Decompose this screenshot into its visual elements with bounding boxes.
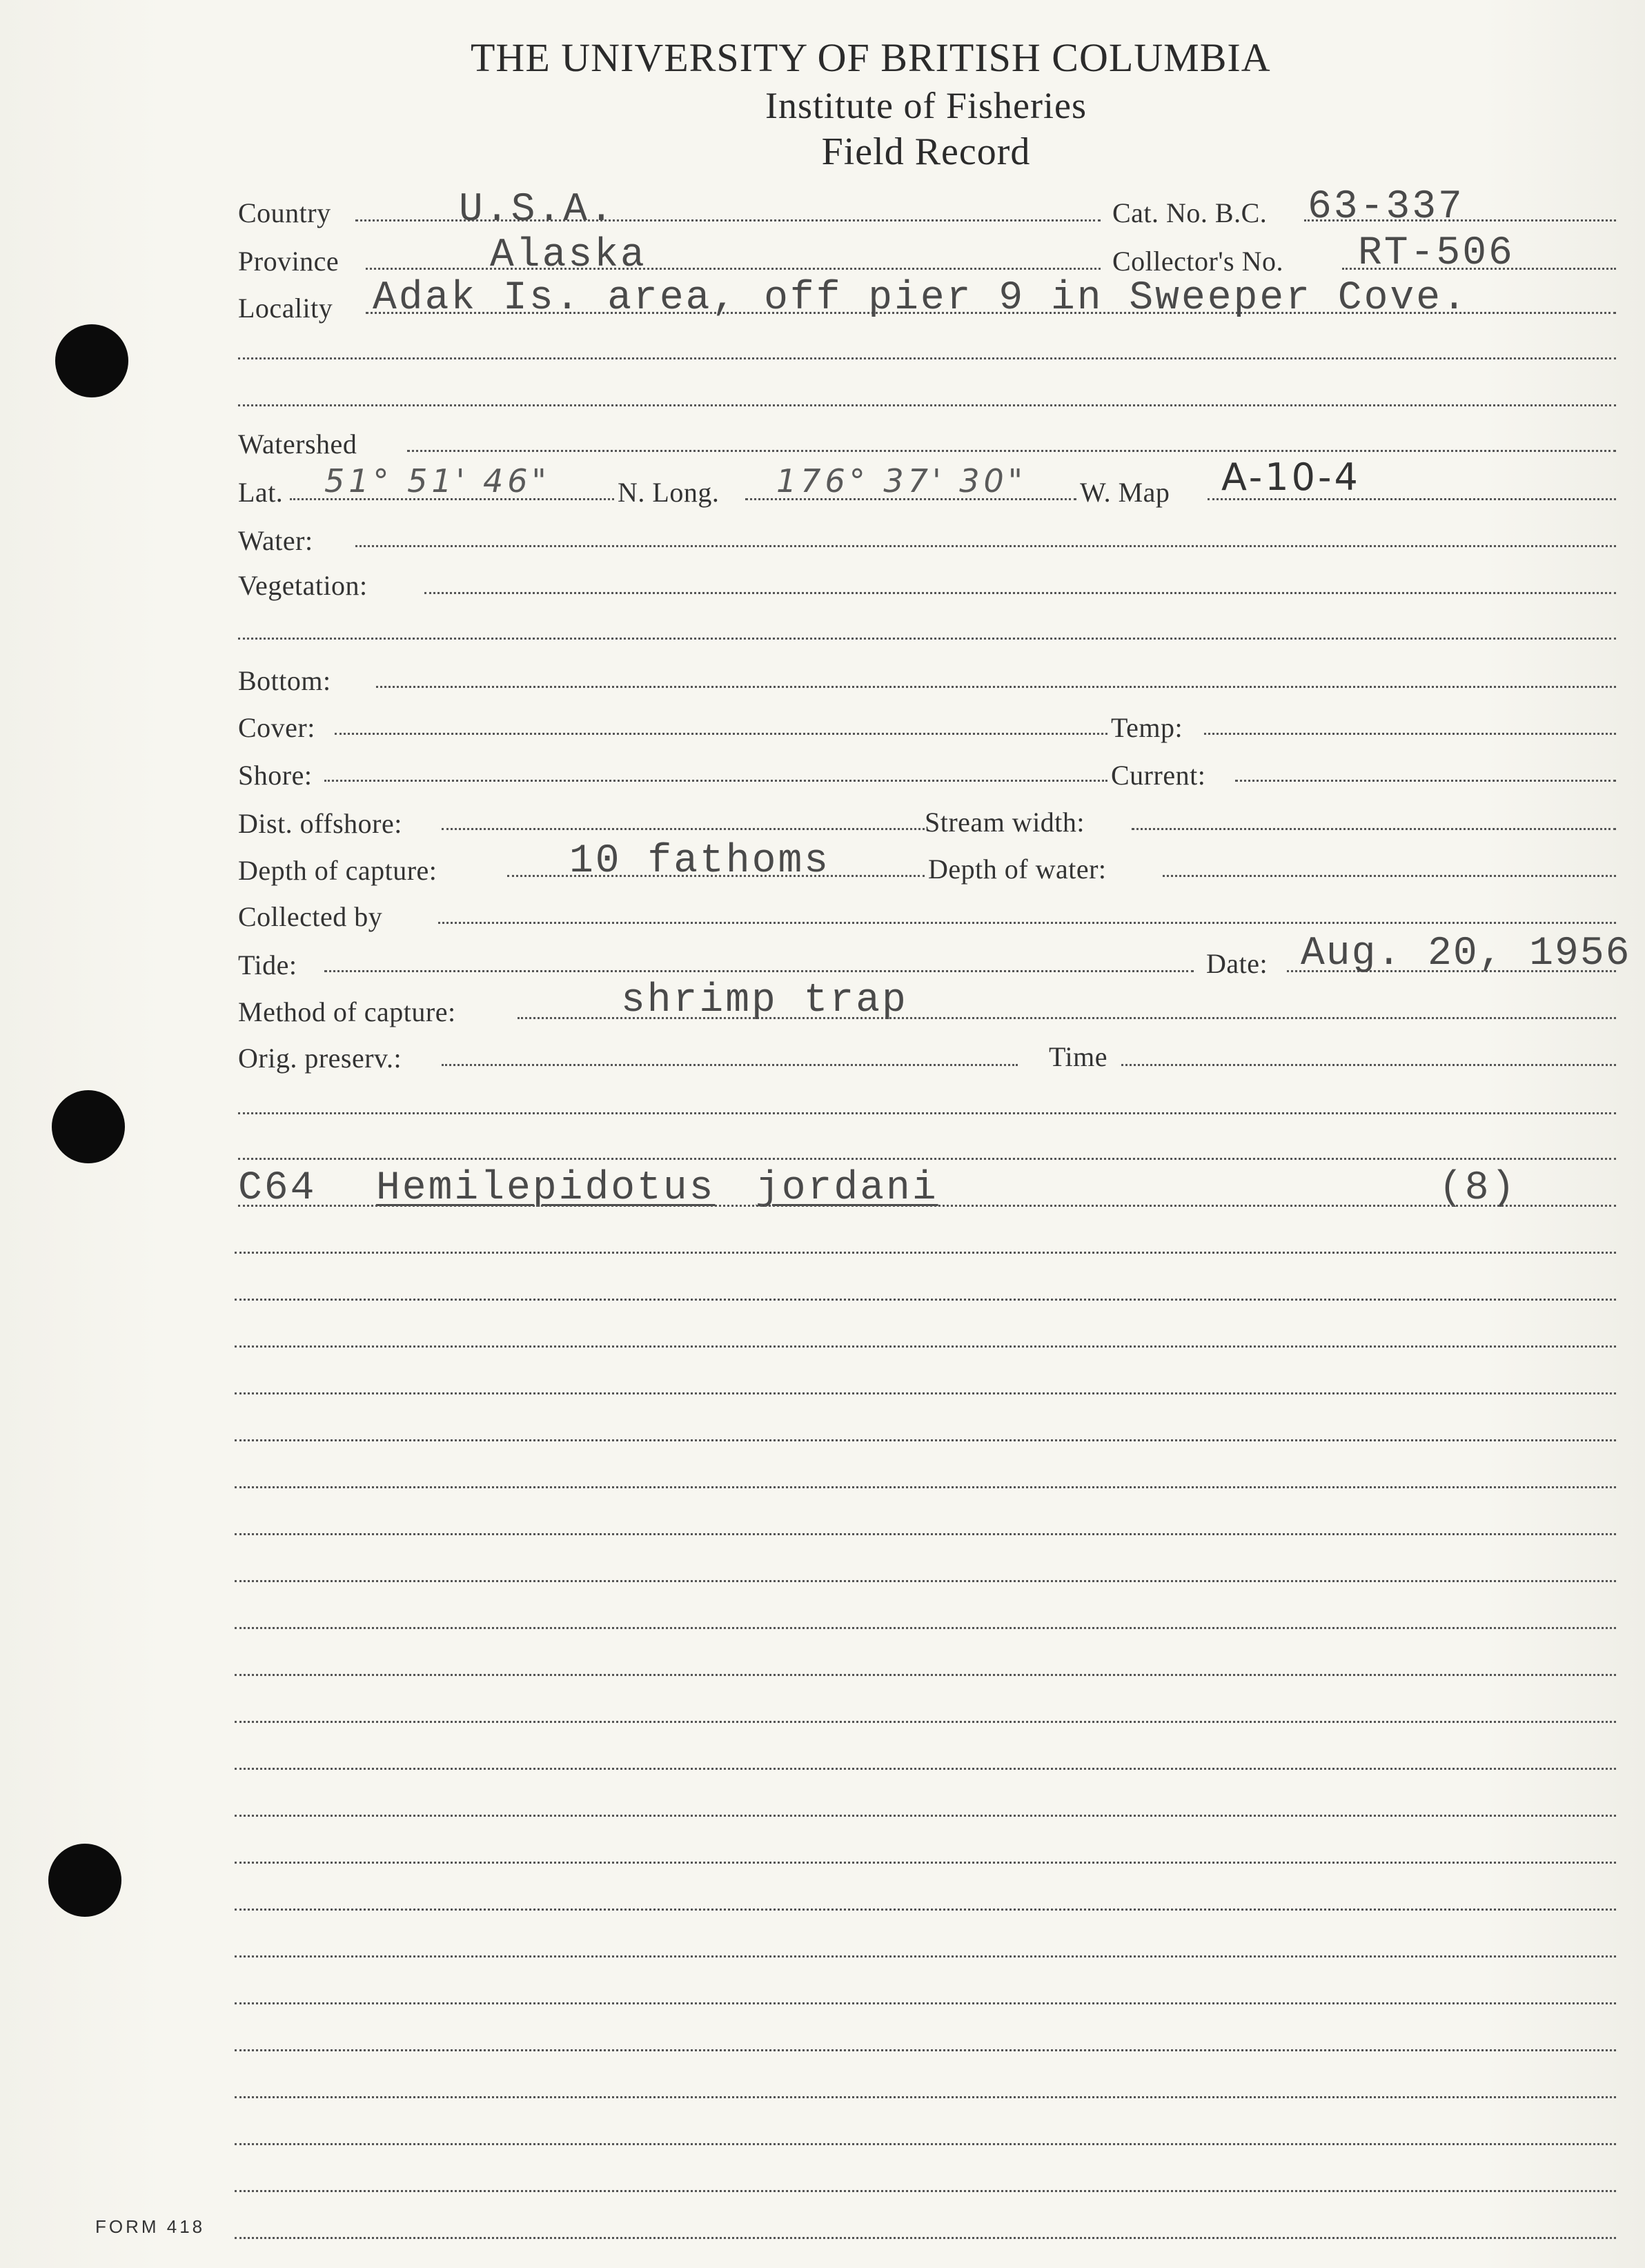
current-line: [1235, 780, 1616, 782]
collected-by-line: [438, 922, 1616, 924]
ruled-line: [235, 1674, 1616, 1676]
institute-title: Institute of Fisheries: [765, 85, 1087, 126]
water-label: Water:: [238, 525, 313, 556]
tide-line: [324, 970, 1194, 972]
orig-preserv-line: [442, 1064, 1018, 1066]
ruled-line: [235, 1815, 1616, 1817]
locality-value: Adak Is. area, off pier 9 in Sweeper Cove.: [373, 276, 1468, 321]
country-label: Country: [238, 197, 331, 228]
punch-hole-middle: [52, 1090, 125, 1163]
ruled-line: [235, 2096, 1616, 2098]
locality-label: Locality: [238, 293, 333, 324]
date-label: Date:: [1206, 948, 1268, 979]
specimen-count: (8): [1439, 1166, 1517, 1211]
time-label: Time: [1049, 1041, 1108, 1072]
ruled-line: [235, 1627, 1616, 1629]
collected-by-label: Collected by: [238, 901, 383, 932]
watershed-label: Watershed: [238, 428, 357, 460]
ruled-line: [235, 2049, 1616, 2051]
lat-value: 51° 51' 46": [324, 462, 551, 500]
university-title: THE UNIVERSITY OF BRITISH COLUMBIA: [471, 35, 1271, 80]
punch-hole-top: [55, 324, 128, 397]
stream-width-line: [1132, 828, 1616, 830]
depth-of-capture-label: Depth of capture:: [238, 855, 437, 886]
n-long-label: N. Long.: [618, 477, 720, 508]
water-line: [355, 545, 1616, 547]
stream-width-label: Stream width:: [925, 807, 1085, 838]
ruled-line: [235, 1252, 1616, 1254]
depth-of-water-line: [1163, 875, 1616, 877]
ruled-line: [235, 1580, 1616, 1582]
cover-label: Cover:: [238, 712, 315, 743]
depth-of-capture-value: 10 fathoms: [569, 839, 831, 884]
watershed-line: [407, 450, 1616, 452]
shore-label: Shore:: [238, 760, 313, 791]
specimen-code: C64: [238, 1166, 317, 1211]
punch-hole-bottom: [48, 1844, 121, 1917]
blank-line-2: [238, 1158, 1616, 1160]
bottom-line: [376, 686, 1616, 688]
current-label: Current:: [1111, 760, 1206, 791]
ruled-line: [235, 2190, 1616, 2192]
province-label: Province: [238, 246, 339, 277]
ruled-line: [235, 2002, 1616, 2004]
ruled-line: [235, 1862, 1616, 1864]
form-number: FORM 418: [95, 2216, 206, 2237]
depth-of-water-label: Depth of water:: [928, 854, 1107, 885]
cat-no-value: 63-337: [1308, 185, 1464, 230]
record-title: Field Record: [821, 130, 1031, 173]
vegetation-line: [424, 592, 1616, 594]
ruled-line: [235, 1533, 1616, 1535]
specimen-species: jordani: [756, 1166, 938, 1211]
locality-line-3: [238, 404, 1616, 406]
ruled-line: [235, 1345, 1616, 1348]
tide-label: Tide:: [238, 949, 297, 980]
lat-label: Lat.: [238, 477, 284, 508]
ruled-line: [235, 2237, 1616, 2239]
map-value: A-10-4: [1221, 455, 1361, 499]
ruled-line: [235, 1721, 1616, 1723]
province-line: [366, 268, 1101, 270]
cat-no-label: Cat. No. B.C.: [1112, 197, 1268, 228]
ruled-line: [235, 1392, 1616, 1394]
method-of-capture-label: Method of capture:: [238, 996, 456, 1027]
specimen-line: [238, 1205, 1616, 1207]
temp-label: Temp:: [1111, 712, 1183, 743]
province-value: Alaska: [490, 233, 647, 278]
ruled-line: [235, 1909, 1616, 1911]
ruled-line: [235, 1486, 1616, 1488]
ruled-line: [235, 1768, 1616, 1770]
cover-line: [335, 733, 1107, 735]
vegetation-line-2: [238, 638, 1616, 640]
bottom-label: Bottom:: [238, 665, 331, 696]
blank-line-1: [238, 1112, 1616, 1114]
ruled-line: [235, 1439, 1616, 1441]
specimen-genus: Hemilepidotus: [376, 1166, 716, 1211]
method-of-capture-value: shrimp trap: [621, 978, 908, 1023]
collectors-no-value: RT-506: [1358, 231, 1515, 276]
temp-line: [1204, 733, 1616, 735]
dist-offshore-line: [442, 828, 925, 830]
long-value: 176° 37' 30": [776, 462, 1027, 500]
ruled-line: [235, 1299, 1616, 1301]
shore-line: [324, 780, 1107, 782]
country-value: U.S.A.: [459, 188, 615, 233]
orig-preserv-label: Orig. preserv.:: [238, 1043, 402, 1074]
time-line: [1121, 1064, 1616, 1066]
w-map-label: W. Map: [1080, 477, 1170, 508]
dist-offshore-label: Dist. offshore:: [238, 808, 402, 839]
vegetation-label: Vegetation:: [238, 570, 368, 601]
collectors-no-label: Collector's No.: [1112, 246, 1284, 277]
ruled-line: [235, 1955, 1616, 1958]
ruled-line: [235, 2143, 1616, 2145]
locality-line-2: [238, 357, 1616, 359]
date-value: Aug. 20, 1956: [1301, 931, 1631, 976]
